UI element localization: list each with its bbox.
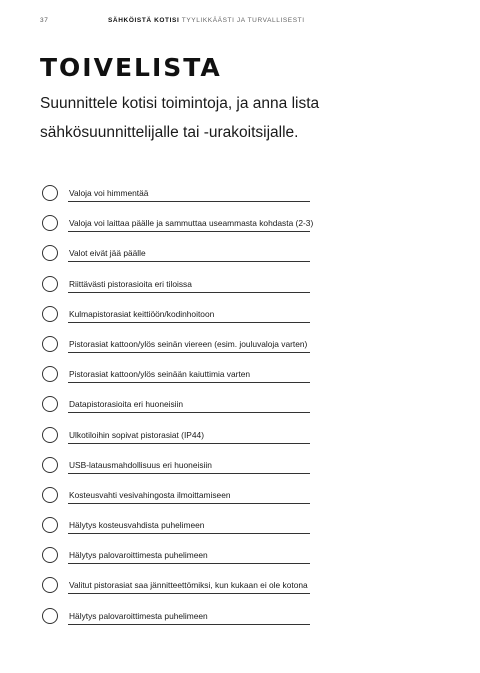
checklist-item-label: Valitut pistorasiat saa jännitteettömiksi, kun kukaan ei ole kotona — [69, 580, 308, 591]
checkbox-circle[interactable] — [42, 306, 58, 322]
page-number: 37 — [40, 17, 49, 24]
checklist-item-label: Datapistorasioita eri huoneisiin — [69, 399, 184, 410]
write-line — [68, 412, 310, 413]
running-title: SÄHKÖISTÄ KOTISI — [108, 17, 180, 24]
checklist-item-label: Hälytys palovaroittimesta puhelimeen — [69, 550, 208, 561]
checklist-item[interactable] — [42, 608, 442, 638]
checkbox-circle[interactable] — [42, 215, 58, 231]
checkbox-circle[interactable] — [42, 487, 58, 503]
checklist-item-label: Valoja voi laittaa päälle ja sammuttaa useammasta kohdasta (2-3) — [69, 218, 314, 229]
running-subtitle: TYYLIKKÄÄSTI JA TURVALLISESTI — [181, 17, 305, 24]
write-line — [68, 261, 310, 262]
running-header — [108, 17, 305, 24]
checklist-item-label: Pistorasiat kattoon/ylös seinään kaiuttimia varten — [69, 369, 251, 380]
checkbox-circle[interactable] — [42, 245, 58, 261]
checklist-item-label: Valoja voi himmentää — [69, 188, 149, 198]
checklist-item[interactable] — [42, 427, 442, 457]
checklist-item-label: Kulmapistorasiat keittiöön/kodinhoitoon — [69, 308, 215, 319]
checklist-item-label: Hälytys kosteusvahdista puhelimeen — [69, 520, 205, 531]
checkbox-circle[interactable] — [42, 276, 58, 292]
checklist-item-label: USB-latausmahdollisuus eri huoneisiin — [69, 459, 212, 470]
checkbox-circle[interactable] — [42, 577, 58, 593]
write-line — [68, 231, 310, 232]
checklist-item[interactable] — [42, 577, 442, 607]
checkbox-circle[interactable] — [42, 457, 58, 473]
checklist-item[interactable] — [42, 276, 442, 306]
checklist-item[interactable] — [42, 547, 442, 577]
wish-checklist — [42, 185, 442, 638]
write-line — [68, 593, 310, 594]
checklist-item[interactable] — [42, 396, 442, 426]
checkbox-circle[interactable] — [42, 185, 58, 201]
page-title: TOIVELISTA — [40, 53, 222, 82]
checkbox-circle[interactable] — [42, 517, 58, 533]
checkbox-circle[interactable] — [42, 608, 58, 624]
checkbox-circle[interactable] — [42, 427, 58, 443]
checklist-item[interactable] — [42, 215, 442, 245]
write-line — [68, 382, 310, 383]
write-line — [68, 292, 310, 293]
write-line — [68, 201, 310, 202]
checklist-item[interactable] — [42, 457, 442, 487]
checklist-item-label: Valot eivät jää päälle — [69, 248, 146, 259]
write-line — [68, 473, 310, 474]
checklist-item-label: Kosteusvahti vesivahingosta ilmoittamiseen — [69, 489, 231, 500]
checkbox-circle[interactable] — [42, 396, 58, 412]
write-line — [68, 563, 310, 564]
checklist-item-label: Hälytys palovaroittimesta puhelimeen — [69, 610, 208, 621]
write-line — [68, 352, 310, 353]
write-line — [68, 322, 310, 323]
write-line — [68, 503, 310, 504]
checklist-item[interactable] — [42, 245, 442, 275]
checklist-item[interactable] — [42, 306, 442, 336]
checklist-item[interactable] — [42, 517, 442, 547]
checklist-item-label: Ulkotiloihin sopivat pistorasiat (IP44) — [69, 429, 204, 440]
checklist-item[interactable] — [42, 487, 442, 517]
checklist-item[interactable] — [42, 366, 442, 396]
write-line — [68, 533, 310, 534]
checklist-item[interactable] — [42, 336, 442, 366]
write-line — [68, 624, 310, 625]
checklist-item[interactable] — [42, 185, 442, 215]
checkbox-circle[interactable] — [42, 366, 58, 382]
checklist-item-label: Riittävästi pistorasioita eri tiloissa — [69, 278, 192, 289]
checkbox-circle[interactable] — [42, 547, 58, 563]
checklist-item-label: Pistorasiat kattoon/ylös seinän viereen (esim. jouluvaloja varten) — [69, 338, 308, 349]
write-line — [68, 443, 310, 444]
checkbox-circle[interactable] — [42, 336, 58, 352]
page-subtitle: Suunnittele kotisi toimintoja, ja anna lista sähkösuunnittelijalle tai -urakoitsijalle. — [40, 95, 320, 141]
